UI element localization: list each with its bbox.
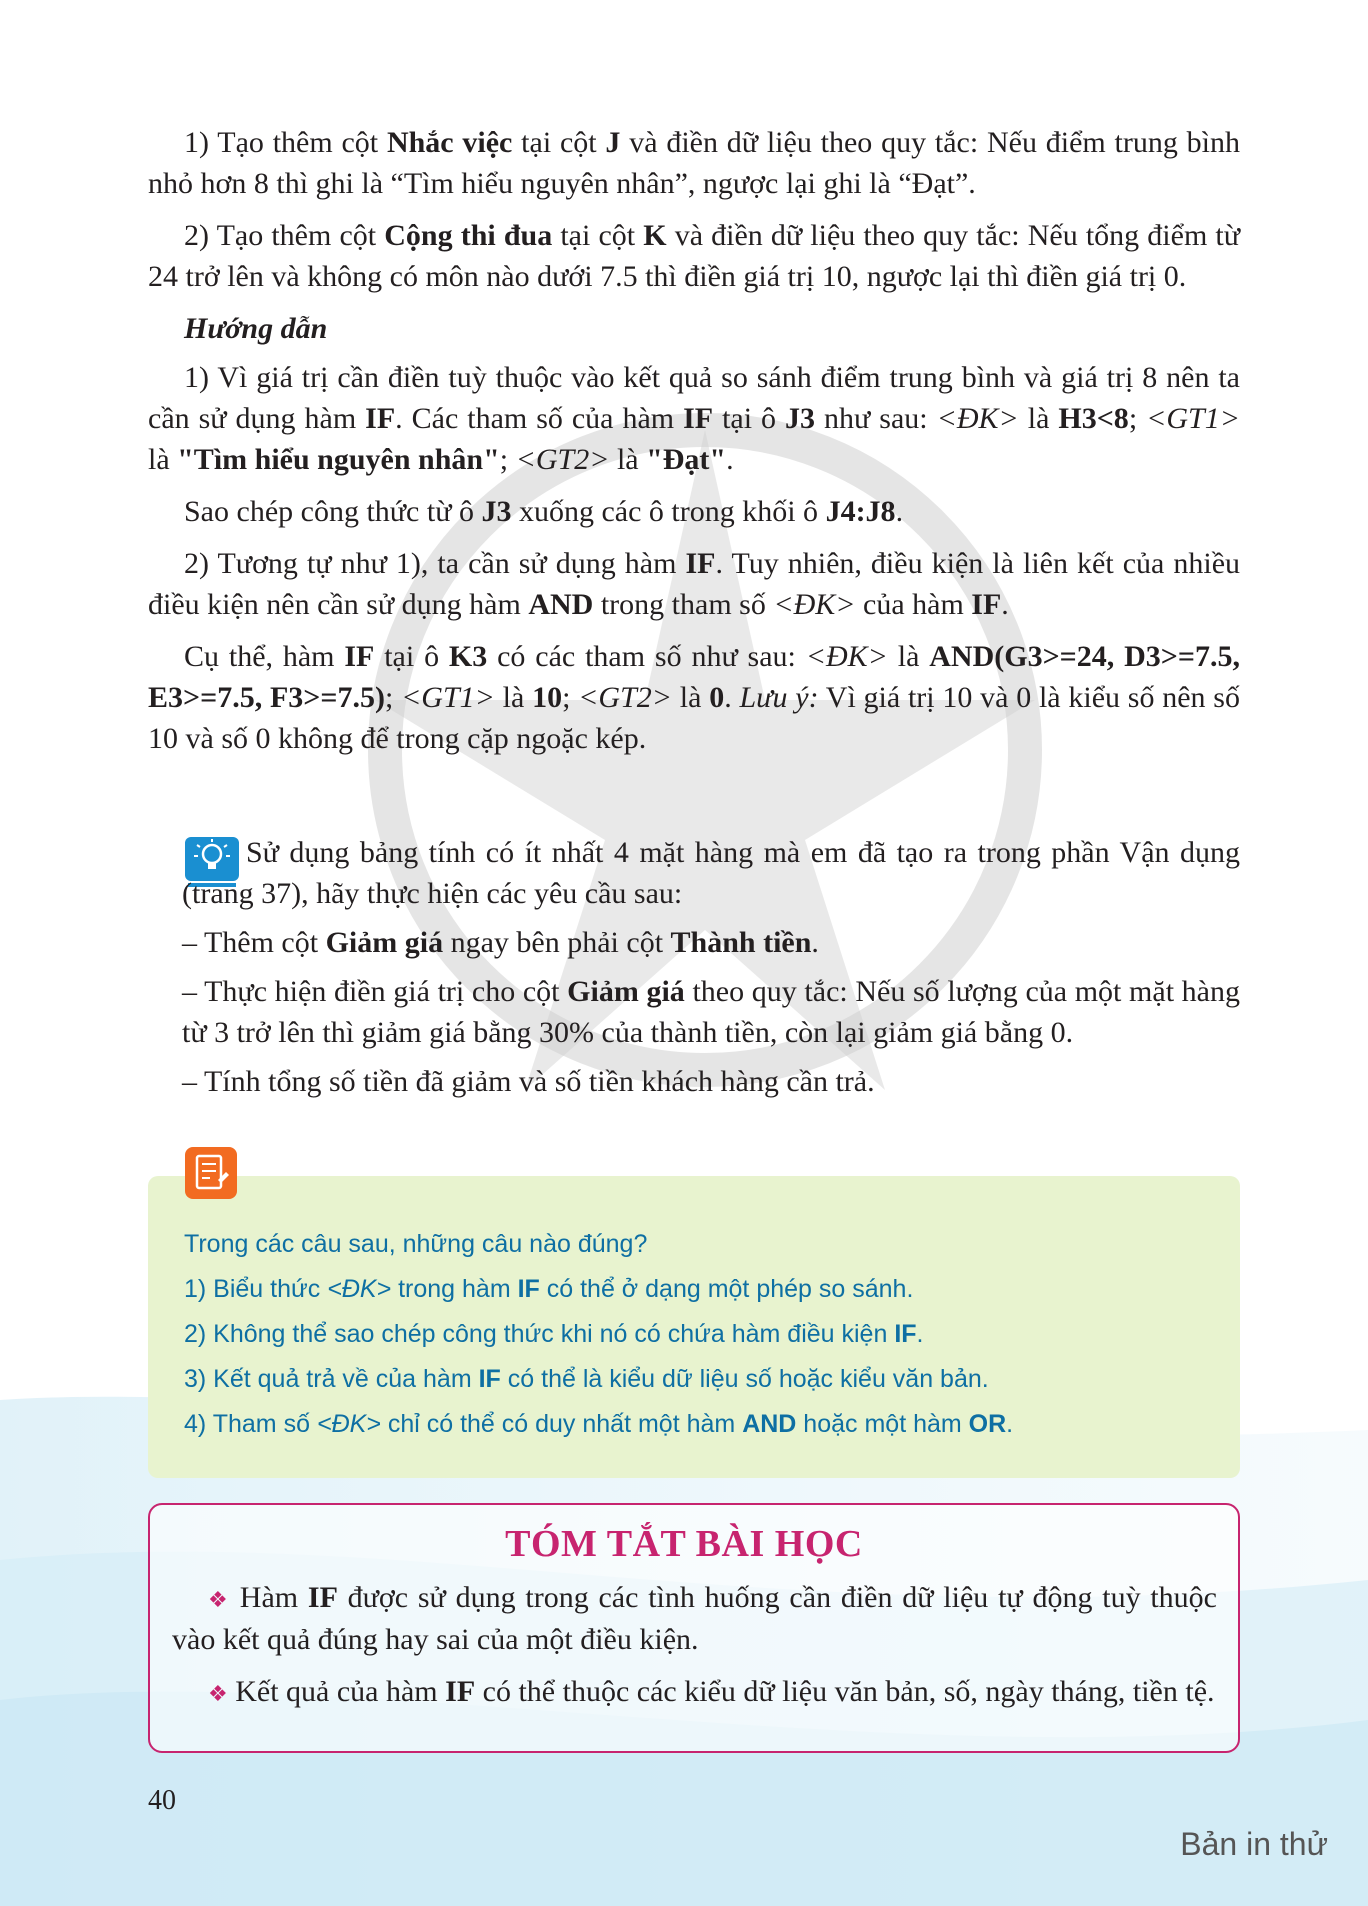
text: ;	[1128, 402, 1147, 435]
note-label: Lưu ý:	[739, 681, 819, 714]
text: 3) Kết quả trả về của hàm	[184, 1365, 479, 1393]
text: là	[1018, 402, 1059, 435]
text: 1) Tạo thêm cột	[184, 126, 387, 159]
param-name: <ĐK>	[773, 588, 856, 621]
apply-bullet-1	[182, 922, 1240, 963]
bold-term: IF	[344, 640, 375, 673]
text: Cụ thể, hàm	[184, 640, 345, 673]
text: và điền dữ liệu theo quy tắc: Nếu tổng điểm từ 24 trở lên và không có môn nào dưới 7.5 thì điền giá trị 10, ngược lại thì điền giá trị 0.	[148, 219, 1241, 293]
text: là	[609, 443, 647, 476]
text: là	[672, 681, 710, 714]
bold-term: AND(G3>=24, D3>=7.5, E3>=7.5, F3>=7.5)	[148, 640, 1240, 714]
bold-term: "Tìm hiểu nguyên nhân"	[177, 443, 500, 476]
bold-term: IF	[307, 1581, 338, 1614]
bold-term: IF	[478, 1365, 501, 1393]
text: . Tuy nhiên, điều kiện là liên kết của nhiều điều kiện nên cần sử dụng hàm	[148, 547, 1241, 621]
bold-term: IF	[685, 547, 716, 580]
bold-term: AND	[528, 588, 594, 621]
apply-bullet-3: – Tính tổng số tiền đã giảm và số tiền khách hàng cần trả.	[182, 1065, 875, 1098]
bold-term: Nhắc việc	[386, 126, 513, 159]
text: có thể ở dạng một phép so sánh.	[539, 1275, 914, 1303]
text: ngay bên phải cột	[443, 926, 671, 959]
text: .	[811, 926, 819, 959]
text: là	[494, 681, 533, 714]
text: Hàm	[230, 1581, 308, 1614]
quiz-statement-2	[184, 1312, 1224, 1357]
guide-heading: Hướng dẫn	[184, 312, 328, 345]
text: Vì giá trị 10 và 0 là kiểu số nên số 10 và số 0 không để trong cặp ngoặc kép.	[148, 681, 1240, 755]
bold-term: H3<8	[1058, 402, 1129, 435]
text: của hàm	[855, 588, 972, 621]
text: chỉ có thể có duy nhất một hàm	[380, 1410, 743, 1438]
bold-term: 0	[709, 681, 725, 714]
summary-title: TÓM TẮT BÀI HỌC	[505, 1523, 863, 1565]
bold-term: J	[605, 126, 621, 159]
quiz-statement-4	[184, 1402, 1224, 1447]
bold-term: IF	[445, 1675, 476, 1708]
bold-term: J3	[785, 402, 816, 435]
text: tại cột	[512, 126, 606, 159]
summary-content	[172, 1578, 1217, 1726]
param-name: <GT2>	[578, 681, 673, 714]
guide-item-1	[148, 357, 1240, 480]
bold-term: Giảm giá	[567, 975, 685, 1008]
text: .	[895, 495, 904, 528]
bold-term: K3	[448, 640, 488, 673]
text: trong tham số	[593, 588, 774, 621]
main-text	[148, 122, 1240, 770]
bold-term: AND	[742, 1410, 797, 1438]
text: hoặc một hàm	[796, 1410, 969, 1438]
text: tại cột	[552, 219, 644, 252]
text: 4) Tham số	[184, 1410, 317, 1438]
guide-item-2	[148, 543, 1240, 625]
text: ;	[384, 681, 402, 714]
text: trong hàm	[391, 1275, 518, 1303]
text: – Thực hiện điền giá trị cho cột	[182, 975, 568, 1008]
text: 1) Biểu thức	[184, 1275, 328, 1303]
text: .	[1006, 1410, 1014, 1438]
text: 2) Tạo thêm cột	[184, 219, 385, 252]
bold-term: IF	[971, 588, 1002, 621]
diamond-bullet-icon: ❖	[208, 1681, 228, 1706]
bold-term: IF	[365, 402, 396, 435]
text: 2) Tương tự như 1), ta cần sử dụng hàm	[184, 547, 686, 580]
bold-term: J4:J8	[825, 495, 896, 528]
text: ;	[562, 681, 579, 714]
bold-term: OR	[968, 1410, 1007, 1438]
bold-term: 10	[532, 681, 563, 714]
draft-label: Bản in thử	[1180, 1826, 1328, 1862]
param-name: <ĐK>	[936, 402, 1019, 435]
text: .	[724, 681, 740, 714]
apply-section	[182, 832, 1240, 1110]
guide-detail	[148, 636, 1240, 759]
quiz-statement-1	[184, 1267, 1224, 1312]
bold-term: Thành tiền	[670, 926, 812, 959]
text: Kết quả của hàm	[227, 1675, 446, 1708]
text: là	[148, 443, 178, 476]
text: .	[916, 1320, 924, 1348]
diamond-bullet-icon: ❖	[208, 1587, 231, 1612]
text: .	[726, 443, 734, 476]
quiz-content	[184, 1222, 1224, 1447]
text: tại ô	[713, 402, 786, 435]
text: xuống các ô trong khối ô	[511, 495, 826, 528]
text: Sao chép công thức từ ô	[184, 495, 482, 528]
text: là	[887, 640, 930, 673]
text: và điền dữ liệu theo quy tắc: Nếu điểm trung bình nhỏ hơn 8 thì ghi là “Tìm hiểu nguyên nhân”, ngược lại ghi là “Đạt”.	[148, 126, 1241, 200]
apply-bullet-2	[182, 971, 1240, 1053]
text: 1) Vì giá trị cần điền tuỳ thuộc vào kết quả so sánh điểm trung bình và giá trị 8 nên ta cần sử dụng hàm	[148, 361, 1240, 435]
bold-term: Giảm giá	[325, 926, 444, 959]
bold-term: IF	[894, 1320, 917, 1348]
exercise-item-2	[148, 215, 1240, 297]
param-name: <ĐK>	[327, 1275, 392, 1303]
summary-item-2	[172, 1672, 1217, 1714]
text: như sau:	[815, 402, 937, 435]
bold-term: K	[643, 219, 667, 252]
page-number: 40	[148, 1785, 176, 1816]
text: có thể là kiểu dữ liệu số hoặc kiểu văn bản.	[500, 1365, 989, 1393]
text: có thể thuộc các kiểu dữ liệu văn bản, số, ngày tháng, tiền tệ.	[475, 1675, 1215, 1708]
param-name: <GT1>	[401, 681, 495, 714]
exercise-item-1	[148, 122, 1240, 204]
param-name: <ĐK>	[805, 640, 888, 673]
checklist-icon	[184, 1146, 238, 1200]
text: 2) Không thể sao chép công thức khi nó có chứa hàm điều kiện	[184, 1320, 895, 1348]
quiz-statement-3	[184, 1357, 1224, 1402]
param-name: <GT1>	[1146, 402, 1240, 435]
text: theo quy tắc: Nếu số lượng của một mặt hàng từ 3 trở lên thì giảm giá bằng 30% của thành tiền, còn lại giảm giá bằng 0.	[182, 975, 1241, 1049]
text: tại ô	[374, 640, 449, 673]
quiz-question: Trong các câu sau, những câu nào đúng?	[184, 1230, 648, 1258]
bold-term: IF	[517, 1275, 540, 1303]
bold-term: IF	[683, 402, 714, 435]
text: có các tham số như sau:	[487, 640, 806, 673]
guide-copy-note	[148, 491, 1240, 532]
param-name: <ĐK>	[316, 1410, 381, 1438]
bold-term: "Đạt"	[646, 443, 727, 476]
param-name: <GT2>	[515, 443, 610, 476]
text: .	[1001, 588, 1009, 621]
bold-term: J3	[481, 495, 512, 528]
text: ;	[499, 443, 516, 476]
summary-item-1	[172, 1578, 1217, 1660]
apply-intro: Sử dụng bảng tính có ít nhất 4 mặt hàng mà em đã tạo ra trong phần Vận dụng (trang 37), hãy thực hiện các yêu cầu sau:	[182, 836, 1240, 910]
bold-term: Cộng thi đua	[384, 219, 553, 252]
text: được sử dụng trong các tình huống cần điền dữ liệu tự động tuỳ thuộc vào kết quả đúng hay sai của một điều kiện.	[172, 1581, 1217, 1656]
text: – Thêm cột	[182, 926, 326, 959]
text: . Các tham số của hàm	[395, 402, 684, 435]
